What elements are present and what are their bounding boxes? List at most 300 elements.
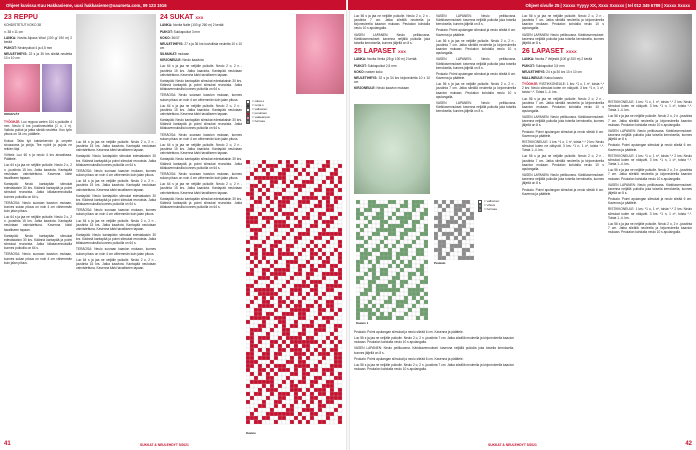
- chart-cell: [310, 412, 314, 416]
- chart-cell: [258, 232, 262, 236]
- chart-cell: [384, 200, 388, 204]
- chart-cell: [314, 268, 318, 272]
- chart-cell: [262, 168, 266, 172]
- chart-cell: [438, 240, 442, 244]
- chart-cell: [278, 280, 282, 284]
- chart-cell: [466, 224, 470, 228]
- chart-cell: [330, 368, 334, 372]
- chart-cell: [298, 320, 302, 324]
- chart-cell: [314, 392, 318, 396]
- chart-cell: [290, 412, 294, 416]
- chart-cell: [322, 384, 326, 388]
- chart-cell: [314, 412, 318, 416]
- chart-cell: [306, 256, 310, 260]
- chart-cell: [314, 192, 318, 196]
- chart-cell: [290, 204, 294, 208]
- chart-cell: [270, 420, 274, 424]
- chart-cell: [322, 416, 326, 420]
- chart-cell: [416, 308, 420, 312]
- chart-cell: [466, 248, 470, 252]
- chart-cell: [434, 220, 438, 224]
- chart-cell: [310, 316, 314, 320]
- chart-cell: [298, 344, 302, 348]
- chart-cell: [258, 256, 262, 260]
- chart-cell: [298, 368, 302, 372]
- chart-cell: [246, 412, 250, 416]
- chart-cell: [290, 388, 294, 392]
- chart-cell: [396, 288, 400, 292]
- chart-cell: [294, 368, 298, 372]
- chart-cell: [322, 264, 326, 268]
- chart-cell: [376, 300, 380, 304]
- chart-cell: [282, 348, 286, 352]
- chart-cell: [326, 308, 330, 312]
- chart-cell: [322, 308, 326, 312]
- chart-cell: [330, 224, 334, 228]
- chart-cell: [388, 312, 392, 316]
- chart-cell: [392, 296, 396, 300]
- chart-cell: [330, 380, 334, 384]
- chart-cell: [282, 328, 286, 332]
- chart-cell: [446, 220, 450, 224]
- chart-cell: [282, 256, 286, 260]
- chart-cell: [384, 240, 388, 244]
- chart-cell: [392, 252, 396, 256]
- chart-cell: [246, 384, 250, 388]
- chart-cell: [380, 300, 384, 304]
- chart-cell: [254, 268, 258, 272]
- chart-cell: [246, 276, 250, 280]
- chart-cell: [338, 284, 342, 288]
- chart-cell: [294, 336, 298, 340]
- legend-row: = harmaa: [246, 120, 294, 124]
- chart-cell: [282, 388, 286, 392]
- chart-cell: [408, 296, 412, 300]
- chart-cell: [334, 352, 338, 356]
- chart-cell: [318, 208, 322, 212]
- chart-cell: [314, 328, 318, 332]
- chart-cell: [274, 360, 278, 364]
- chart-cell: [326, 280, 330, 284]
- chart-cell: [298, 236, 302, 240]
- chart-cell: [254, 176, 258, 180]
- chart-cell: [246, 224, 250, 228]
- chart-cell: [278, 272, 282, 276]
- chart-cell: [298, 340, 302, 344]
- chart-cell: [388, 308, 392, 312]
- chart-cell: [420, 240, 424, 244]
- chart-cell: [392, 208, 396, 212]
- chart-cell: [442, 220, 446, 224]
- chart-cell: [254, 400, 258, 404]
- chart-cell: [420, 232, 424, 236]
- chart-cell: [360, 292, 364, 296]
- chart-cell: [338, 272, 342, 276]
- chart-cell: [262, 188, 266, 192]
- chart-cell: [270, 292, 274, 296]
- chart-cell: [302, 404, 306, 408]
- chart-cell: [266, 244, 270, 248]
- chart-cell: [392, 300, 396, 304]
- chart-cell: [360, 232, 364, 236]
- chart-cell: [298, 176, 302, 180]
- chart-cell: [258, 284, 262, 288]
- chart-cell: [270, 384, 274, 388]
- chart-cell: [258, 184, 262, 188]
- chart-cell: [258, 328, 262, 332]
- chart-cell: [360, 220, 364, 224]
- chart-cell: [318, 204, 322, 208]
- chart-cell: [262, 280, 266, 284]
- chart-cell: [322, 296, 326, 300]
- chart-cell: [266, 188, 270, 192]
- chart-cell: [262, 220, 266, 224]
- chart-cell: [250, 220, 254, 224]
- chart-cell: [286, 340, 290, 344]
- chart-cell: [420, 200, 424, 204]
- chart-cell: [330, 308, 334, 312]
- chart-cell: [290, 336, 294, 340]
- chart-cell: [258, 264, 262, 268]
- chart-cell: [274, 224, 278, 228]
- chart-cell: [302, 368, 306, 372]
- chart-cell: [326, 232, 330, 236]
- chart-cell: [404, 204, 408, 208]
- chart-cell: [250, 240, 254, 244]
- chart-cell: [384, 204, 388, 208]
- chart-cell: [424, 220, 428, 224]
- chart-cell: [246, 380, 250, 384]
- chart-cell: [416, 272, 420, 276]
- chart-cell: [294, 356, 298, 360]
- chart-cell: [266, 252, 270, 256]
- chart-cell: [318, 280, 322, 284]
- chart-cell: [318, 260, 322, 264]
- chart-cell: [438, 204, 442, 208]
- chart-cell: [286, 224, 290, 228]
- chart-cell: [302, 380, 306, 384]
- chart-cell: [404, 220, 408, 224]
- chart-cell: [294, 292, 298, 296]
- chart-cell: [258, 404, 262, 408]
- chart-cell: [330, 196, 334, 200]
- chart-cell: [254, 356, 258, 360]
- chart-cell: [278, 292, 282, 296]
- chart-cell: [266, 336, 270, 340]
- chart-cell: [266, 364, 270, 368]
- chart-cell: [400, 208, 404, 212]
- chart-cell: [246, 336, 250, 340]
- chart-cell: [258, 252, 262, 256]
- chart-cell: [412, 268, 416, 272]
- chart-cell: [286, 280, 290, 284]
- chart-cell: [334, 360, 338, 364]
- chart-cell: [306, 176, 310, 180]
- chart-cell: [424, 304, 428, 308]
- chart-cell: [302, 176, 306, 180]
- chart-cell: [294, 360, 298, 364]
- chart-cell: [250, 316, 254, 320]
- chart-cell: [274, 296, 278, 300]
- chart-cell: [298, 404, 302, 408]
- chart-cell: [262, 404, 266, 408]
- chart-cell: [278, 348, 282, 352]
- chart-cell: [290, 340, 294, 344]
- chart-cell: [306, 388, 310, 392]
- chart-cell: [298, 392, 302, 396]
- chart-cell: [286, 352, 290, 356]
- chart-cell: [400, 212, 404, 216]
- chart-cell: [302, 356, 306, 360]
- chart-cell: [334, 280, 338, 284]
- chart-cell: [306, 416, 310, 420]
- chart-cell: [396, 200, 400, 204]
- chart-cell: [334, 364, 338, 368]
- chart-cell: [306, 328, 310, 332]
- chart-cell: [314, 360, 318, 364]
- chart-cell: [310, 416, 314, 420]
- chart-cell: [250, 280, 254, 284]
- chart-cell: [462, 220, 466, 224]
- chart-cell: [254, 392, 258, 396]
- right-column-4: RISTIKKONEULE: 1 krs: *1 o, 1 n*, toista *-* 2 krs: Neulo silmukat kuten ne näkyvät. 3 krs: *1 n, 1 o*, toista *-*. Toista 1.-4. krs. Luo 56 s ja jaa ne neljälle puikolle. Neulo 2 o, 2 n -joustinta 7 cm. Jatka sileällä neuleella ja kirjoneuleella kaavion mukaan. Peukalon kohdalla neulo 10 s apulangalla. VASEN LAPANEN: Neulo peilikuvana. Kärkikavennukset: kavenna neljällä puikolla joka toisella kerroksella, kunnes jäljellä on 8 s. Peukalo: Poimi apulangan silmukat ja neulo sileää 6 cm. Kavenna ja päättele. RISTIKKONEULE: 1 krs: *1 o, 1 n*, toista *-* 2 krs: Neulo silmukat kuten ne näkyvät. 3 krs: *1 n, 1 o*, toista *-*. Toista 1.-4. krs. Luo 56 s ja jaa ne neljälle puikolle. Neulo 2 o, 2 n -joustinta 7 cm. Jatka sileällä neuleella ja kirjoneuleella kaavion mukaan. Peukalon kohdalla neulo 10 s apulangalla. VASEN LAPANEN: Neulo peilikuvana. Kärkikavennukset: kavenna neljällä puikolla joka toisella kerroksella, kunnes jäljellä on 8 s. Peukalo: Poimi apulangan silmukat ja neulo sileää 6 cm. Kavenna ja päättele. RISTIKKONEULE: 1 krs: *1 o, 1 n*, toista *-* 2 krs: Neulo silmukat kuten ne näkyvät. 3 krs: *1 n, 1 o*, toista *-*. Toista 1.-4. krs. Luo 56 s ja jaa ne neljälle puikolle. Neulo 2 o, 2 n -joustinta 7 cm. Jatka sileällä neuleella ja kirjoneuleella kaavion mukaan. Peukalon kohdalla neulo 10 s apulangalla.: [608, 100, 692, 235]
- chart-cell: [442, 204, 446, 208]
- chart-cell: [326, 292, 330, 296]
- chart-cell: [278, 216, 282, 220]
- chart-cell: [438, 220, 442, 224]
- chart-cell: [306, 396, 310, 400]
- chart-cell: [416, 316, 420, 320]
- chart-cell: [274, 304, 278, 308]
- chart-cell: [262, 276, 266, 280]
- chart-cell: [458, 220, 462, 224]
- chart-cell: [372, 252, 376, 256]
- chart-cell: [372, 204, 376, 208]
- chart-cell: [278, 176, 282, 180]
- chart-cell: [420, 308, 424, 312]
- chart-cell: [380, 240, 384, 244]
- chart-cell: [412, 244, 416, 248]
- chart-cell: [412, 220, 416, 224]
- chart-cell: [298, 256, 302, 260]
- chart-cell: [286, 296, 290, 300]
- chart-cell: [318, 308, 322, 312]
- chart-cell: [334, 216, 338, 220]
- chart-cell: [246, 420, 250, 424]
- chart-cell: [388, 216, 392, 220]
- chart-cell: [396, 308, 400, 312]
- chart-cell: [334, 204, 338, 208]
- chart-cell: [278, 364, 282, 368]
- chart-cell: [372, 216, 376, 220]
- chart-cell: [368, 280, 372, 284]
- chart-cell: [420, 264, 424, 268]
- chart-cell: [310, 284, 314, 288]
- chart-cell: [338, 356, 342, 360]
- chart-cell: [278, 392, 282, 396]
- chart-cell: [376, 228, 380, 232]
- chart-cell: [258, 332, 262, 336]
- chart-cell: [266, 168, 270, 172]
- chart-cell: [466, 232, 470, 236]
- chart-cell: [322, 332, 326, 336]
- chart-cell: [274, 348, 278, 352]
- chart-cell: [322, 348, 326, 352]
- chart-cell: [438, 236, 442, 240]
- chart-cell: [334, 276, 338, 280]
- chart-cell: [318, 248, 322, 252]
- chart-cell: [294, 208, 298, 212]
- chart-cell: [322, 208, 326, 212]
- chart-cell: [310, 320, 314, 324]
- chart-cell: [258, 396, 262, 400]
- chart-cell: [408, 228, 412, 232]
- chart-cell: [434, 208, 438, 212]
- chart-cell: [470, 200, 474, 204]
- chart-cell: [318, 384, 322, 388]
- chart-cell: [326, 184, 330, 188]
- mittens-photo-2: [608, 14, 692, 94]
- chart-cell: [330, 304, 334, 308]
- chart-cell: [454, 244, 458, 248]
- chart-cell: [266, 408, 270, 412]
- chart-cell: [290, 372, 294, 376]
- chart-cell: [360, 264, 364, 268]
- chart-cell: [330, 288, 334, 292]
- chart-cell: [290, 408, 294, 412]
- chart-cell: [286, 168, 290, 172]
- chart-cell: [290, 376, 294, 380]
- left-column-2: Luo 64 s ja jaa ne neljälle puikolle. Neulo 2 o, 2 n -joustinta 15 krs. Jatka kaaviota. Kantapää neulotaan vahvistettuna. Kavenna kärki tavalliseen tapaan. Kantapää: Neulo kantapään silmukat edestakaisin 30 krs. Käännä kantapää ja poimi silmukat reunoista. Jatka kiilakavennuksilla kunnes puikoilla on 64 s. TERÄOSA: Neulo suoraan kaavion mukaan, kunnes sukan pituus on noin 4 cm vähemmän kuin jalan pituus. Luo 64 s ja jaa ne neljälle puikolle. Neulo 2 o, 2 n -joustinta 15 krs. Jatka kaaviota. Kantapää neulotaan vahvistettuna. Kavenna kärki tavalliseen tapaan. Kantapää: Neulo kantapään silmukat edestakaisin 30 krs. Käännä kantapää ja poimi silmukat reunoista. Jatka kiilakavennuksilla kunnes puikoilla on 64 s. TERÄOSA: Neulo suoraan kaavion mukaan, kunnes sukan pituus on noin 4 cm vähemmän kuin jalan pituus. Luo 64 s ja jaa ne neljälle puikolle. Neulo 2 o, 2 n -joustinta 15 krs. Jatka kaaviota. Kantapää neulotaan vahvistettuna. Kavenna kärki tavalliseen tapaan. Kantapää: Neulo kantapään silmukat edestakaisin 30 krs. Käännä kantapää ja poimi silmukat reunoista. Jatka kiilakavennuksilla kunnes puikoilla on 64 s. TERÄOSA: Neulo suoraan kaavion mukaan, kunnes sukan pituus on noin 4 cm vähemmän kuin jalan pituus. Luo 64 s ja jaa ne neljälle puikolle. Neulo 2 o, 2 n -joustinta 15 krs. Jatka kaaviota. Kantapää neulotaan vahvistettuna. Kavenna kärki tavalliseen tapaan.: [76, 140, 156, 271]
- chart-cell: [306, 208, 310, 212]
- chart-cell: [314, 276, 318, 280]
- chart-cell: [380, 232, 384, 236]
- chart-cell: [302, 332, 306, 336]
- legend-row: = punainen: [246, 112, 294, 116]
- chart-cell: [400, 292, 404, 296]
- chart-cell: [282, 368, 286, 372]
- chart-cell: [338, 220, 342, 224]
- chart-cell: [290, 396, 294, 400]
- chart-cell: [364, 284, 368, 288]
- chart-cell: [306, 288, 310, 292]
- chart-cell: [290, 160, 294, 164]
- chart-cell: [286, 384, 290, 388]
- chart-cell: [302, 412, 306, 416]
- right-column-1: Luo 56 s ja jaa ne neljälle puikolle. Neulo 2 o, 2 n -joustinta 7 cm. Jatka sileällä neuleella ja kirjoneuleella kaavion mukaan. Peukalon kohdalla neulo 10 s apulangalla. VASEN LAPANEN: Neulo peilikuvana. Kärkikavennukset: kavenna neljällä puikolla joka toisella kerroksella, kunnes jäljellä on 8 s. 25 LAPASET XXX LANKA: Novita Venla (25 g/ 100 m) 2 kerää PUIKOT: Sukkapuikot 2,5 mm KOKO: naisen koko NEULETIHEYS: 32 s ja 34 krs kirjoneuletta 10 x 10 cm KIRJONEULE: Neulo kaavion mukaan: [354, 14, 430, 91]
- chart-cell: [322, 408, 326, 412]
- chart-cell: [372, 220, 376, 224]
- chart-cell: [322, 364, 326, 368]
- chart-cell: [282, 320, 286, 324]
- chart-cell: [246, 252, 250, 256]
- chart-cell: [416, 220, 420, 224]
- legend-row: = vaaleanpun.: [246, 116, 294, 120]
- chart-cell: [392, 212, 396, 216]
- chart-cell: [246, 372, 250, 376]
- chart-cell: [286, 212, 290, 216]
- chart-cell: [326, 224, 330, 228]
- chart-cell: [380, 256, 384, 260]
- chart-cell: [270, 184, 274, 188]
- chart-cell: [356, 276, 360, 280]
- chart-cell: [318, 324, 322, 328]
- chart-cell: [438, 232, 442, 236]
- chart-cell: [434, 236, 438, 240]
- chart-cell: [274, 256, 278, 260]
- chart-cell: [322, 380, 326, 384]
- chart-cell: [408, 208, 412, 212]
- chart-cell: [302, 364, 306, 368]
- chart-cell: [270, 232, 274, 236]
- chart-cell: [326, 204, 330, 208]
- chart-cell: [282, 228, 286, 232]
- chart-cell: [262, 324, 266, 328]
- chart-cell: [262, 352, 266, 356]
- chart-cell: [400, 296, 404, 300]
- chart-cell: [368, 288, 372, 292]
- chart-cell: [282, 192, 286, 196]
- chart-cell: [294, 196, 298, 200]
- chart-cell: [282, 296, 286, 300]
- chart-cell: [368, 300, 372, 304]
- chart-cell: [310, 264, 314, 268]
- chart-cell: [416, 224, 420, 228]
- chart-cell: [314, 336, 318, 340]
- chart-cell: [334, 172, 338, 176]
- chart-cell: [246, 320, 250, 324]
- chart-cell: [368, 268, 372, 272]
- chart-cell: [302, 308, 306, 312]
- chart-cell: [408, 276, 412, 280]
- chart-cell: [412, 304, 416, 308]
- chart-cell: [298, 244, 302, 248]
- chart-cell: [356, 296, 360, 300]
- chart-cell: [306, 368, 310, 372]
- chart-cell: [294, 200, 298, 204]
- chart-cell: [250, 212, 254, 216]
- chart-cell: [254, 192, 258, 196]
- chart-cell: [334, 336, 338, 340]
- chart-cell: [334, 420, 338, 424]
- chart-cell: [322, 268, 326, 272]
- chart-cell: [380, 224, 384, 228]
- chart-cell: [266, 348, 270, 352]
- chart-cell: [302, 232, 306, 236]
- chart-cell: [298, 356, 302, 360]
- chart-cell: [310, 292, 314, 296]
- chart-cell: [258, 224, 262, 228]
- chart-cell: [274, 384, 278, 388]
- chart-cell: [438, 224, 442, 228]
- chart-cell: [318, 216, 322, 220]
- chart-cell: [364, 260, 368, 264]
- chart-cell: [270, 188, 274, 192]
- chart-cell: [338, 288, 342, 292]
- chart-cell: [274, 324, 278, 328]
- chart-cell: [306, 188, 310, 192]
- chart-cell: [380, 260, 384, 264]
- chart-cell: [368, 212, 372, 216]
- chart-cell: [416, 244, 420, 248]
- chart-cell: [438, 212, 442, 216]
- chart-cell: [270, 264, 274, 268]
- chart-cell: [266, 276, 270, 280]
- chart-cell: [330, 320, 334, 324]
- chart-cell: [310, 248, 314, 252]
- chart-cell: [250, 296, 254, 300]
- chart-cell: [330, 172, 334, 176]
